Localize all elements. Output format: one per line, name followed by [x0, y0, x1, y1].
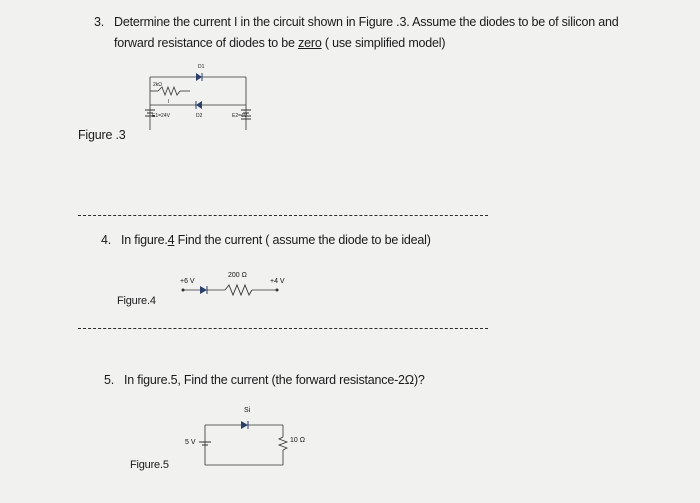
q4-figure-number: 4 [167, 233, 175, 247]
fig3-d2-label: D2 [196, 113, 203, 119]
q5-text: In figure.5, Find the current (the forward resistance-2Ω)? [124, 373, 425, 387]
figure5-label: Figure.5 [130, 459, 169, 471]
q3-number: 3. [94, 15, 105, 29]
q3-text-line1: Determine the current I in the circuit shown in Figure .3. Assume the diodes to be of silicon and [114, 15, 619, 29]
q4-text-part2: Find the current ( assume the diode to be ideal) [174, 233, 431, 247]
fig5-resistor-label: 10 Ω [290, 437, 305, 444]
fig5-diode-icon [241, 421, 248, 429]
fig4-resistor [225, 285, 252, 295]
r-2k-resistor [158, 87, 180, 95]
q4-number: 4. [101, 233, 112, 247]
fig4-v-left-label: +6 V [180, 278, 195, 285]
fig5-resistor [279, 437, 287, 450]
fig5-source-label: 5 V [185, 439, 196, 446]
q3-text-line2 [114, 36, 445, 50]
fig5-diode-label: Si [244, 407, 251, 414]
fig3-e2-label: E2=4V [232, 113, 248, 119]
fig4-v-right-label: +4 V [270, 278, 285, 285]
q5-number: 5. [104, 373, 115, 387]
q3-zero-word: zero [298, 36, 322, 50]
q4-text-part1: In figure. [121, 233, 168, 247]
figure4-label: Figure.4 [117, 295, 156, 307]
d2-diode-icon [196, 101, 202, 109]
fig3-d1-label: D1 [198, 64, 205, 70]
fig4-diode-icon [200, 286, 207, 294]
figure5-circuit [195, 415, 295, 470]
fig3-r-label: 2kΩ [153, 82, 163, 88]
fig4-r-label: 200 Ω [228, 272, 247, 279]
figure3-circuit [130, 60, 270, 140]
q4-text [121, 233, 431, 247]
q3-text-line2-part2: ( use simplified model) [321, 36, 446, 50]
q3-text-line2-part1: forward resistance of diodes to be [114, 36, 299, 50]
fig3-i-label: I [168, 99, 170, 105]
separator-line [78, 328, 488, 329]
fig3-e1-label: E1=24V [152, 113, 170, 119]
figure3-label: Figure .3 [78, 128, 126, 142]
separator-line [78, 215, 488, 216]
d1-diode-icon [196, 73, 202, 81]
